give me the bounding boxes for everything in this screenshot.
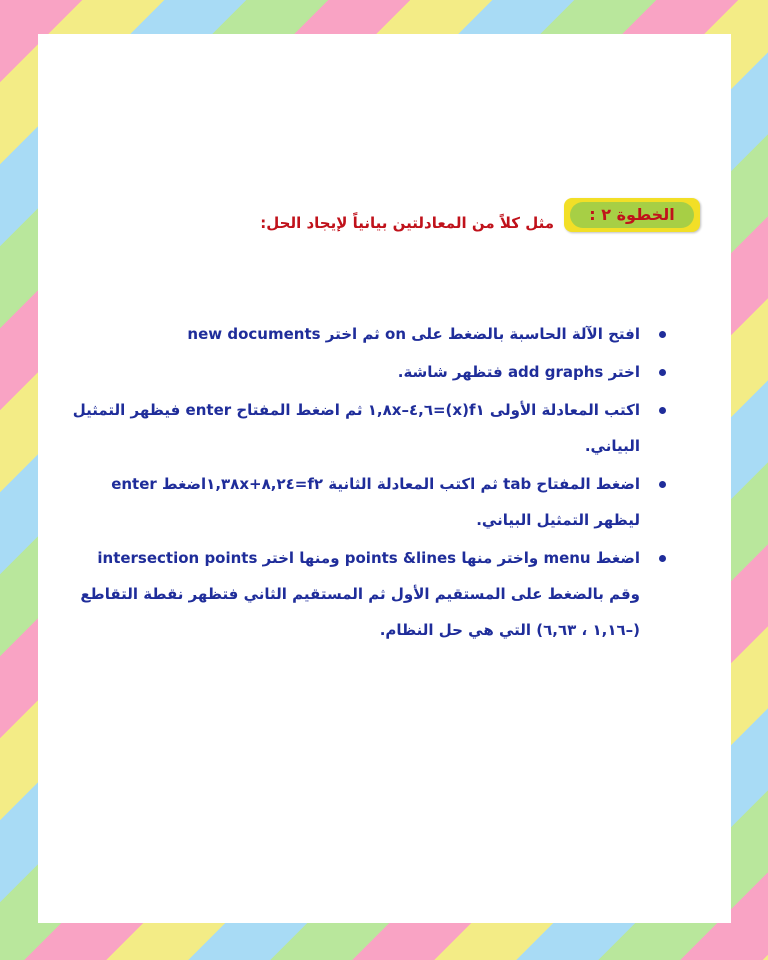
step-description: مثل كلاً من المعادلتين بيانياً لإيجاد الحل: <box>260 214 554 232</box>
bullet-icon <box>659 555 666 562</box>
bullet-icon <box>659 369 666 376</box>
list-item-text: اضغط menu واختر منها points &lines ومنها اختر intersection points وقم بالضغط على المستقيم الأول ثم المستقيم الثاني فتظهر نقطة التقاطع (–١,١٦ ، ٦,٦٣) التي هي حل النظام. <box>80 549 640 639</box>
list-item-text: اكتب المعادلة الأولى f١(x)=٤,٦–١,٨x ثم اضغط المفتاح enter فيظهر التمثيل البياني. <box>72 401 640 455</box>
instruction-list <box>70 316 670 650</box>
list-item <box>70 316 670 352</box>
bullet-icon <box>659 407 666 414</box>
list-item-text: اختر add graphs فتظهر شاشة. <box>397 363 640 381</box>
list-item <box>70 466 670 538</box>
step-header <box>240 198 700 268</box>
list-item <box>70 540 670 648</box>
step-badge <box>564 198 700 232</box>
list-item <box>70 354 670 390</box>
bullet-icon <box>659 331 666 338</box>
bullet-icon <box>659 481 666 488</box>
list-item-text: افتح الآلة الحاسبة بالضغط على on ثم اختر new documents <box>187 325 640 343</box>
step-badge-label: الخطوة ٢ : <box>570 202 694 228</box>
list-item <box>70 392 670 464</box>
list-item-text: اضغط المفتاح tab ثم اكتب المعادلة الثانية f٢=٨,٢٤+١,٣٨xاضغط enter ليظهر التمثيل البياني. <box>111 475 640 529</box>
